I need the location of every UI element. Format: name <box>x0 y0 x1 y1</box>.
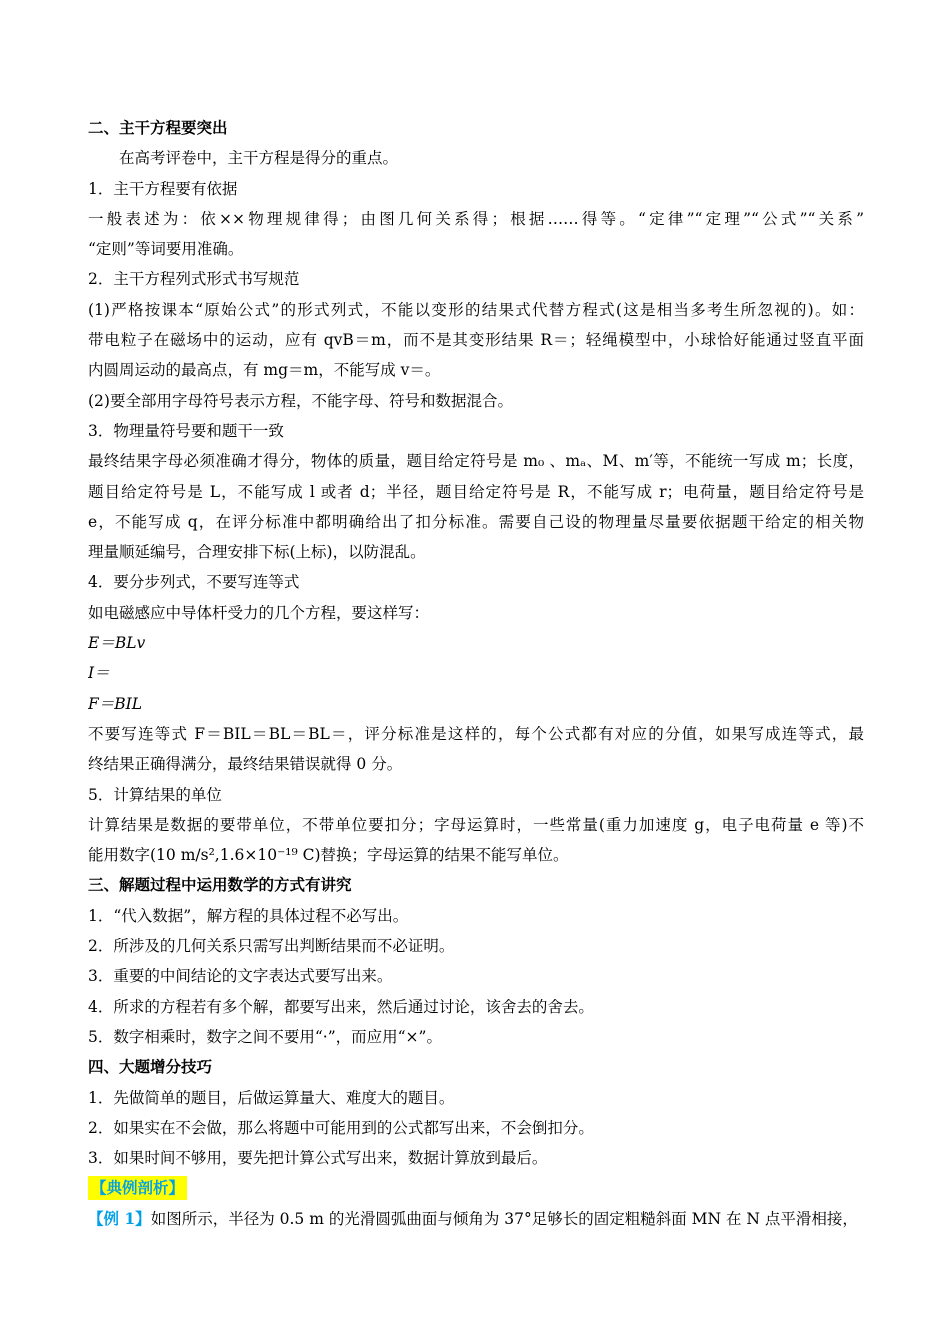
list-item: 3．如果时间不够用，要先把计算公式写出来，数据计算放到最后。 <box>88 1149 548 1168</box>
paragraph: e，不能写成 q，在评分标准中都明确给出了扣分标准。需要自己设的物理量尽量要依据题干给定的相关物 <box>88 512 864 531</box>
example-text: 如图所示，半径为 0.5 m 的光滑圆弧曲面与倾角为 37°足够长的固定粗糙斜面 MN 在 N 点平滑相接， <box>150 1209 858 1228</box>
paragraph: 计算结果是数据的要带单位，不带单位要扣分；字母运算时，一些常量(重力加速度 g，电子电荷量 e 等)不 <box>88 815 864 834</box>
section-tag: 【典例剖析】 <box>88 1176 187 1200</box>
paragraph: 一般表述为：依××物理规律得；由图几何关系得；根据……得等。“定律”“定理”“公式”“关系” <box>88 209 864 228</box>
example-line <box>88 1204 864 1234</box>
list-item: 4．所求的方程若有多个解，都要写出来，然后通过讨论，该舍去的舍去。 <box>88 997 594 1016</box>
subheading: 2．主干方程列式形式书写规范 <box>88 270 300 289</box>
paragraph: 能用数字(10 m/s²,1.6×10⁻¹⁹ C)替换；字母运算的结果不能写单位。 <box>88 846 569 865</box>
subheading: 4．要分步列式，不要写连等式 <box>88 573 300 592</box>
equation-e: E＝BLv <box>88 634 146 653</box>
list-item: 5．数字相乘时，数字之间不要用“·”，而应用“×”。 <box>88 1027 442 1046</box>
paragraph: (2)要全部用字母符号表示方程，不能字母、符号和数据混合。 <box>88 391 513 410</box>
subheading: 5．计算结果的单位 <box>88 785 222 804</box>
paragraph: 题目给定符号是 L，不能写成 l 或者 d；半径，题目给定符号是 R，不能写成 r；电荷量，题目给定符号是 <box>88 482 864 501</box>
paragraph: 终结果正确得满分，最终结果错误就得 0 分。 <box>88 755 403 774</box>
paragraph: 最终结果字母必须准确才得分，物体的质量，题目给定符号是 m₀ 、mₐ、M、m′等，不能统一写成 m；长度， <box>88 452 864 471</box>
list-item: 1．先做简单的题目，后做运算量大、难度大的题目。 <box>88 1088 455 1107</box>
paragraph: 在高考评卷中，主干方程是得分的重点。 <box>119 149 399 168</box>
paragraph: 如电磁感应中导体杆受力的几个方程，要这样写： <box>88 603 430 622</box>
paragraph: “定则”等词要用准确。 <box>88 240 244 259</box>
list-item: 3．重要的中间结论的文字表达式要写出来。 <box>88 967 393 986</box>
paragraph: 带电粒子在磁场中的运动，应有 qvB＝m，而不是其变形结果 R＝；轻绳模型中，小球恰好能通过竖直平面 <box>88 331 864 350</box>
heading-score-tips: 四、大题增分技巧 <box>88 1058 213 1077</box>
section-tag-line <box>88 1173 864 1203</box>
heading-main-equations: 二、主干方程要突出 <box>88 119 228 137</box>
paragraph: 内圆周运动的最高点，有 mg＝m，不能写成 v＝。 <box>88 361 441 380</box>
example-label: 【例 1】 <box>88 1208 151 1228</box>
equation-f: F＝BIL <box>88 694 143 713</box>
equation-i: I＝ <box>88 664 110 683</box>
list-item: 1．“代入数据”，解方程的具体过程不必写出。 <box>88 906 409 925</box>
subheading: 3．物理量符号要和题干一致 <box>88 421 284 440</box>
document-body <box>88 113 864 1234</box>
list-item: 2．所涉及的几何关系只需写出判断结果而不必证明。 <box>88 937 455 956</box>
paragraph: (1)严格按课本“原始公式”的形式列式，不能以变形的结果式代替方程式(这是相当多考生所忽视的)。如： <box>88 300 864 319</box>
paragraph: 理量顺延编号，合理安排下标(上标)，以防混乱。 <box>88 543 426 562</box>
list-item: 2．如果实在不会做，那么将题中可能用到的公式都写出来，不会倒扣分。 <box>88 1118 594 1137</box>
paragraph: 不要写连等式 F＝BIL＝BL＝BL＝，评分标准是这样的，每个公式都有对应的分值，如果写成连等式，最 <box>88 724 864 743</box>
subheading: 1．主干方程要有依据 <box>88 179 238 198</box>
heading-math-methods: 三、解题过程中运用数学的方式有讲究 <box>88 876 352 895</box>
